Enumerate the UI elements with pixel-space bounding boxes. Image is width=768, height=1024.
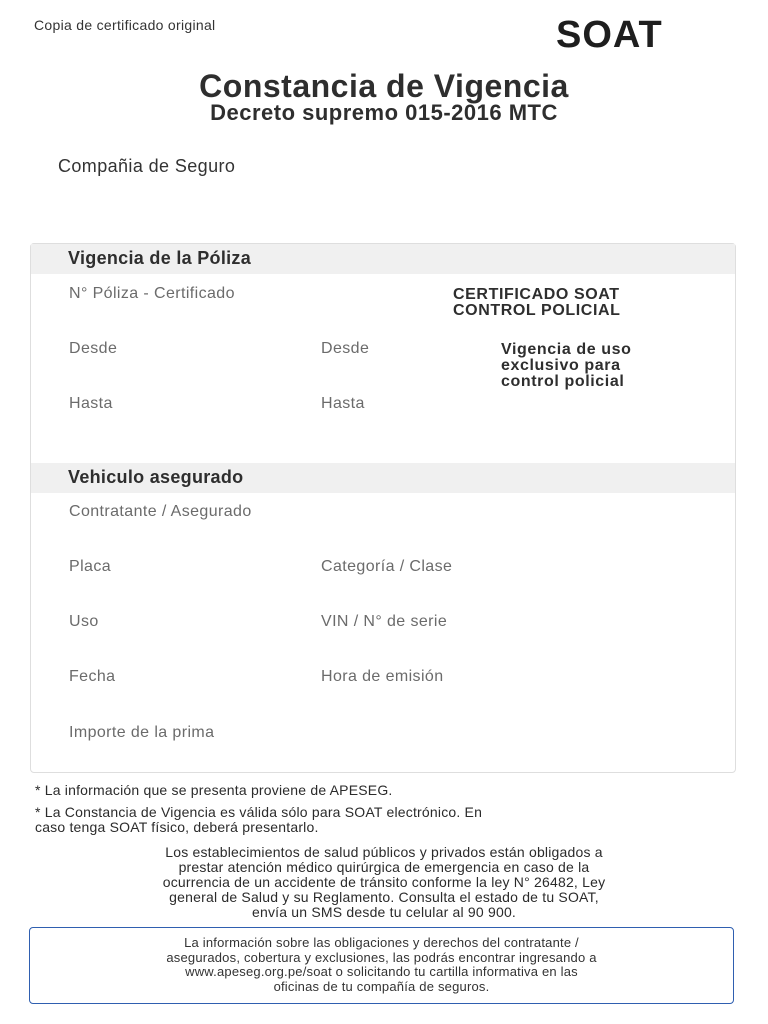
certificate-card (30, 243, 736, 773)
policy-section-header (31, 244, 735, 274)
electronic-soat-note-line-1: * La Constancia de Vigencia es válida sólo para SOAT electrónico. En (35, 804, 483, 820)
apeseg-note: * La información que se presenta proviene de APESEG. (35, 782, 393, 798)
info-box-text (40, 936, 723, 994)
copy-label: Copia de certificado original (34, 17, 216, 33)
vehicle-section-header (31, 463, 735, 493)
police-use-note-line-1: Vigencia de uso (501, 341, 632, 358)
plate-label: Placa (69, 558, 112, 575)
category-label: Categoría / Clase (321, 558, 453, 575)
insurance-company-label: Compañia de Seguro (58, 156, 236, 176)
legal-notice-line-5: envía un SMS desde tu celular al 90 900. (251, 904, 517, 920)
page-subtitle: Decreto supremo 015-2016 MTC (210, 100, 558, 125)
soat-logo: SOAT (556, 14, 663, 56)
legal-notice-line-2: prestar atención médico quirúrgica de emergencia en caso de la (178, 859, 590, 875)
electronic-soat-note (35, 805, 735, 835)
use-label: Uso (69, 613, 99, 630)
legal-notice (34, 845, 734, 920)
police-use-note (501, 342, 632, 390)
police-use-note-line-3: control policial (501, 373, 625, 390)
legal-notice-line-3: ocurrencia de un accidente de tránsito conforme la ley N° 26482, Ley (162, 874, 606, 890)
premium-label: Importe de la prima (69, 724, 215, 741)
vin-label: VIN / N° de serie (321, 613, 448, 630)
info-box (29, 927, 734, 1004)
certificate-type-line-2: CONTROL POLICIAL (453, 302, 621, 319)
legal-notice-line-4: general de Salud y su Reglamento. Consulta el estado de tu SOAT, (169, 889, 599, 905)
policy-number-label: N° Póliza - Certificado (69, 285, 235, 302)
to-label: Hasta (69, 395, 113, 412)
from-label-secondary: Desde (321, 340, 370, 357)
to-label-secondary: Hasta (321, 395, 365, 412)
policy-section-title: Vigencia de la Póliza (68, 248, 252, 268)
certificate-type-line-1: CERTIFICADO SOAT (453, 286, 620, 303)
info-box-line-3: www.apeseg.org.pe/soat o solicitando tu cartilla informativa en las (185, 964, 578, 979)
info-box-line-2: asegurados, cobertura y exclusiones, las podrás encontrar ingresando a (166, 949, 597, 965)
issue-time-label: Hora de emisión (321, 668, 444, 685)
vehicle-section-title: Vehiculo asegurado (68, 467, 244, 487)
certificate-type (453, 287, 621, 319)
contractor-label: Contratante / Asegurado (69, 503, 252, 520)
info-box-line-1: La información sobre las obligaciones y derechos del contratante / (184, 935, 579, 950)
info-box-line-4: oficinas de tu compañía de seguros. (273, 978, 490, 994)
police-use-note-line-2: exclusivo para (501, 357, 621, 374)
date-label: Fecha (69, 668, 116, 685)
page-title: Constancia de Vigencia (199, 68, 569, 104)
legal-notice-line-1: Los establecimientos de salud públicos y privados están obligados a (165, 844, 603, 860)
electronic-soat-note-line-2: caso tenga SOAT físico, deberá presentarlo. (35, 819, 319, 835)
from-label: Desde (69, 340, 118, 357)
